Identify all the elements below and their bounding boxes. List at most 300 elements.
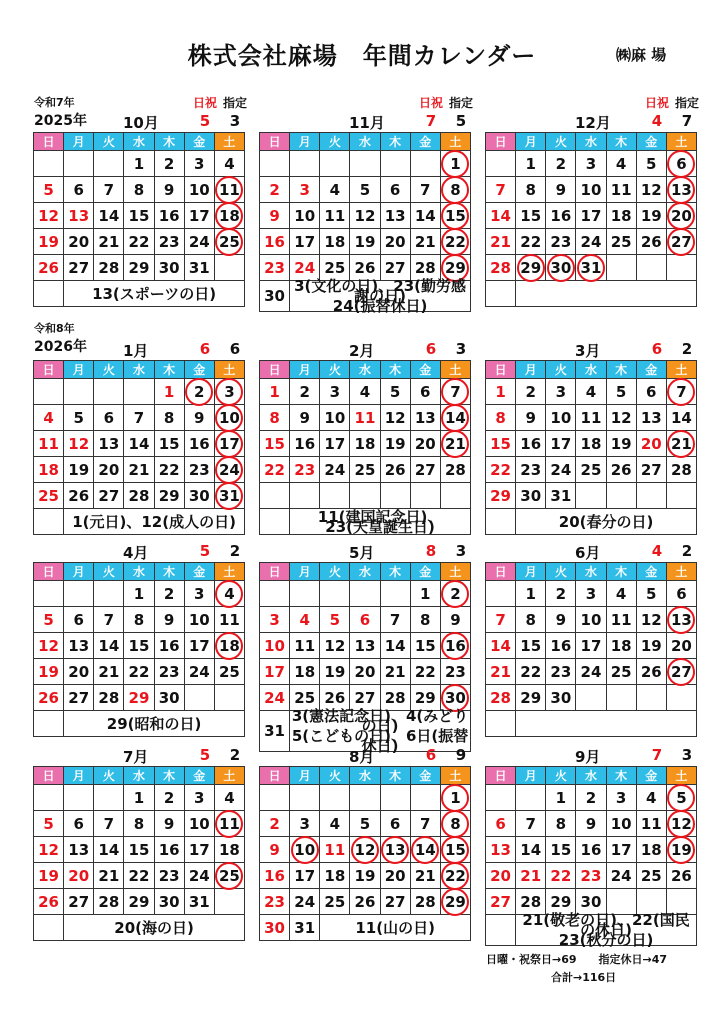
day-cell: 21: [516, 863, 546, 889]
day-cell: 16: [260, 863, 290, 889]
empty-cell: [34, 711, 64, 737]
day-cell: 23: [154, 659, 184, 685]
day-cell: 10: [546, 405, 576, 431]
day-cell: 20: [64, 863, 94, 889]
month-block: [485, 746, 697, 949]
month-table: [33, 360, 245, 535]
legend-designated-label: 指定: [674, 96, 699, 110]
weekday-header: 日: [260, 133, 290, 151]
day-cell: 10: [290, 837, 320, 863]
day-cell: 8: [124, 607, 154, 633]
weekday-header: 水: [124, 133, 154, 151]
day-cell: 13: [636, 405, 666, 431]
day-cell: 7: [380, 607, 410, 633]
day-cell: 8: [124, 811, 154, 837]
weekday-header: 土: [440, 361, 470, 379]
legend-designated-label: 指定: [448, 96, 473, 110]
day-cell: 3: [576, 151, 606, 177]
empty-cell: [94, 151, 124, 177]
designated-count: 5: [455, 112, 467, 130]
weekday-header: 日: [34, 361, 64, 379]
holiday-note: 13(スポーツの日): [64, 281, 245, 307]
day-cell: 26: [320, 685, 350, 711]
weekday-header: 木: [154, 133, 184, 151]
day-cell: 1: [124, 581, 154, 607]
day-cell: 1: [124, 151, 154, 177]
day-cell: 7: [666, 379, 696, 405]
day-cell: 29: [124, 889, 154, 915]
month-block: [485, 542, 697, 737]
day-cell: 23: [546, 659, 576, 685]
day-cell: 14: [124, 431, 154, 457]
year-label-1: 2025年: [34, 113, 87, 129]
day-cell: 30: [260, 915, 290, 941]
day-cell: 17: [546, 431, 576, 457]
day-cell: 3: [320, 379, 350, 405]
day-cell: 28: [666, 457, 696, 483]
holiday-count: 8: [425, 542, 437, 560]
weekday-header: 土: [214, 361, 244, 379]
month-table: [485, 562, 697, 737]
summary-line-2: 合計→116日: [551, 971, 617, 984]
day-cell: 24: [184, 863, 214, 889]
holiday-note: 29(昭和の日): [64, 711, 245, 737]
weekday-header: 木: [154, 767, 184, 785]
day-cell: 23: [154, 863, 184, 889]
day-cell: 18: [576, 431, 606, 457]
day-cell: 15: [440, 203, 470, 229]
day-cell: 17: [184, 203, 214, 229]
day-cell: 2: [516, 379, 546, 405]
month-header: [485, 96, 699, 132]
day-cell: 24: [576, 659, 606, 685]
day-cell: 11: [320, 203, 350, 229]
day-cell: 1: [546, 785, 576, 811]
empty-cell: [320, 483, 350, 509]
weekday-header: 金: [184, 133, 214, 151]
holiday-note: [516, 281, 697, 307]
holiday-note: 11(建国記念日)、 23(天皇誕生日): [290, 509, 471, 535]
day-cell: 22: [516, 659, 546, 685]
day-cell: 7: [94, 607, 124, 633]
day-cell: 24: [606, 863, 636, 889]
day-cell: 24: [290, 889, 320, 915]
month-name: 2月: [349, 342, 375, 360]
day-cell: 9: [260, 837, 290, 863]
day-cell: 17: [576, 203, 606, 229]
day-cell: 4: [576, 379, 606, 405]
day-cell: 14: [410, 837, 440, 863]
day-cell: 21: [380, 659, 410, 685]
weekday-header: 金: [184, 361, 214, 379]
day-cell: 30: [440, 685, 470, 711]
weekday-header: 火: [320, 563, 350, 581]
day-cell: 28: [410, 255, 440, 281]
weekday-header: 木: [606, 563, 636, 581]
month-name: 6月: [575, 544, 601, 562]
day-cell: 1: [440, 785, 470, 811]
empty-cell: [486, 281, 516, 307]
weekday-header: 月: [64, 563, 94, 581]
day-cell: 6: [410, 379, 440, 405]
day-cell: 7: [486, 607, 516, 633]
holiday-count: 7: [651, 746, 663, 764]
summary-line-1: 日曜・祝祭日→69 指定休日→47: [486, 953, 668, 966]
empty-cell: [410, 483, 440, 509]
weekday-header: 土: [440, 563, 470, 581]
month-table: [259, 360, 471, 535]
day-cell: 20: [64, 659, 94, 685]
day-cell: 21: [410, 863, 440, 889]
day-cell: 26: [350, 889, 380, 915]
day-cell: 5: [34, 177, 64, 203]
day-cell: 27: [380, 889, 410, 915]
day-cell: 13: [380, 837, 410, 863]
day-cell: 25: [606, 229, 636, 255]
weekday-header: 日: [34, 767, 64, 785]
weekday-header: 月: [64, 767, 94, 785]
day-cell: 2: [154, 151, 184, 177]
empty-cell: [34, 151, 64, 177]
empty-cell: [486, 711, 516, 737]
designated-count: 3: [681, 746, 693, 764]
weekday-header: 土: [214, 767, 244, 785]
weekday-header: 金: [636, 133, 666, 151]
weekday-header: 水: [576, 133, 606, 151]
day-cell: 5: [636, 151, 666, 177]
day-cell: 24: [576, 229, 606, 255]
month-header: [259, 746, 471, 766]
month-name: 8月: [349, 748, 375, 766]
day-cell: 24: [184, 229, 214, 255]
empty-cell: [260, 151, 290, 177]
day-cell: 26: [64, 483, 94, 509]
day-cell: 22: [546, 863, 576, 889]
day-cell: 28: [410, 889, 440, 915]
day-cell: 31: [576, 255, 606, 281]
empty-cell: [34, 281, 64, 307]
weekday-header: 日: [486, 563, 516, 581]
day-cell: 12: [636, 607, 666, 633]
day-cell: 1: [516, 581, 546, 607]
day-cell: 30: [546, 255, 576, 281]
day-cell: 31: [546, 483, 576, 509]
day-cell: 21: [486, 229, 516, 255]
day-cell: 22: [410, 659, 440, 685]
month-block: [259, 542, 471, 755]
day-cell: 7: [440, 379, 470, 405]
day-cell: 9: [154, 607, 184, 633]
day-cell: 11: [606, 177, 636, 203]
weekday-header: 日: [260, 361, 290, 379]
day-cell: 20: [666, 633, 696, 659]
holiday-count: 6: [199, 340, 211, 358]
holiday-note: 11(山の日): [320, 915, 471, 941]
empty-cell: [64, 785, 94, 811]
day-cell: 19: [606, 431, 636, 457]
empty-cell: [184, 685, 214, 711]
day-cell: 17: [214, 431, 244, 457]
day-cell: 4: [320, 811, 350, 837]
empty-cell: [440, 483, 470, 509]
designated-count: 7: [681, 112, 693, 130]
day-cell: 22: [516, 229, 546, 255]
day-cell: 27: [666, 659, 696, 685]
day-cell: 21: [94, 863, 124, 889]
holiday-count: 6: [425, 746, 437, 764]
weekday-header: 金: [410, 361, 440, 379]
day-cell: 10: [184, 607, 214, 633]
day-cell: 3: [214, 379, 244, 405]
day-cell: 15: [440, 837, 470, 863]
day-cell: 13: [64, 837, 94, 863]
day-cell: 26: [380, 457, 410, 483]
day-cell: 16: [154, 633, 184, 659]
company-name: ㈱麻 場: [616, 46, 667, 64]
day-cell: 11: [214, 177, 244, 203]
empty-cell: [380, 785, 410, 811]
weekday-header: 日: [486, 133, 516, 151]
day-cell: 12: [34, 837, 64, 863]
empty-cell: [290, 785, 320, 811]
day-cell: 28: [486, 255, 516, 281]
weekday-header: 火: [94, 361, 124, 379]
day-cell: 28: [124, 483, 154, 509]
day-cell: 12: [636, 177, 666, 203]
day-cell: 31: [184, 255, 214, 281]
day-cell: 3: [290, 177, 320, 203]
day-cell: 9: [184, 405, 214, 431]
day-cell: 3: [184, 581, 214, 607]
day-cell: 20: [410, 431, 440, 457]
day-cell: 17: [184, 837, 214, 863]
weekday-header: 水: [350, 767, 380, 785]
empty-cell: [64, 581, 94, 607]
day-cell: 1: [440, 151, 470, 177]
empty-cell: [320, 151, 350, 177]
weekday-header: 火: [546, 563, 576, 581]
day-cell: 18: [606, 203, 636, 229]
empty-cell: [64, 151, 94, 177]
weekday-header: 土: [666, 361, 696, 379]
day-cell: 15: [516, 633, 546, 659]
day-cell: 27: [350, 685, 380, 711]
weekday-header: 木: [606, 767, 636, 785]
day-cell: 26: [606, 457, 636, 483]
empty-cell: [214, 255, 244, 281]
day-cell: 26: [34, 889, 64, 915]
day-cell: 2: [154, 785, 184, 811]
empty-cell: [350, 785, 380, 811]
day-cell: 23: [260, 889, 290, 915]
day-cell: 15: [516, 203, 546, 229]
day-cell: 21: [666, 431, 696, 457]
day-cell: 5: [34, 607, 64, 633]
day-cell: 1: [516, 151, 546, 177]
day-cell: 11: [636, 811, 666, 837]
day-cell: 10: [184, 177, 214, 203]
day-cell: 12: [350, 837, 380, 863]
empty-cell: [666, 685, 696, 711]
weekday-header: 月: [290, 133, 320, 151]
holiday-count: 5: [199, 746, 211, 764]
holiday-count: 5: [199, 112, 211, 130]
day-cell: 7: [516, 811, 546, 837]
weekday-header: 水: [576, 767, 606, 785]
weekday-header: 木: [380, 767, 410, 785]
day-cell: 13: [380, 203, 410, 229]
designated-count: 2: [681, 340, 693, 358]
day-cell: 24: [546, 457, 576, 483]
day-cell: 27: [666, 229, 696, 255]
day-cell: 22: [440, 229, 470, 255]
month-name: 10月: [123, 114, 159, 132]
day-cell: 21: [94, 659, 124, 685]
weekday-header: 火: [320, 133, 350, 151]
empty-cell: [350, 151, 380, 177]
day-cell: 10: [184, 811, 214, 837]
day-cell: 9: [546, 607, 576, 633]
day-cell: 10: [320, 405, 350, 431]
weekday-header: 火: [94, 563, 124, 581]
holiday-count: 7: [425, 112, 437, 130]
empty-cell: [94, 581, 124, 607]
designated-count: 2: [229, 746, 241, 764]
day-cell: 21: [94, 229, 124, 255]
weekday-header: 月: [64, 361, 94, 379]
day-cell: 30: [576, 889, 606, 915]
month-name: 1月: [123, 342, 149, 360]
era-label-2: 令和8年: [34, 322, 75, 335]
day-cell: 24: [184, 659, 214, 685]
day-cell: 30: [516, 483, 546, 509]
day-cell: 13: [350, 633, 380, 659]
day-cell: 9: [260, 203, 290, 229]
day-cell: 31: [260, 711, 290, 752]
day-cell: 23: [154, 229, 184, 255]
weekday-header: 火: [546, 133, 576, 151]
day-cell: 20: [350, 659, 380, 685]
day-cell: 27: [64, 685, 94, 711]
weekday-header: 月: [64, 133, 94, 151]
weekday-header: 火: [546, 767, 576, 785]
month-header: [259, 96, 473, 132]
empty-cell: [290, 151, 320, 177]
day-cell: 2: [546, 151, 576, 177]
day-cell: 6: [350, 607, 380, 633]
day-cell: 28: [94, 685, 124, 711]
holiday-count: 6: [651, 340, 663, 358]
month-table: [33, 562, 245, 737]
day-cell: 22: [124, 659, 154, 685]
month-block: [259, 340, 471, 535]
month-header: [33, 340, 245, 360]
day-cell: 5: [606, 379, 636, 405]
day-cell: 9: [576, 811, 606, 837]
day-cell: 29: [440, 889, 470, 915]
day-cell: 14: [666, 405, 696, 431]
day-cell: 8: [546, 811, 576, 837]
day-cell: 11: [606, 607, 636, 633]
weekday-header: 火: [546, 361, 576, 379]
day-cell: 6: [666, 581, 696, 607]
day-cell: 16: [290, 431, 320, 457]
day-cell: 15: [260, 431, 290, 457]
day-cell: 18: [636, 837, 666, 863]
day-cell: 7: [94, 811, 124, 837]
day-cell: 18: [290, 659, 320, 685]
weekday-header: 木: [154, 563, 184, 581]
day-cell: 18: [320, 863, 350, 889]
legend-holiday-label: 日祝: [418, 96, 443, 110]
day-cell: 16: [516, 431, 546, 457]
page-title: 株式会社麻場 年間カレンダー: [187, 42, 537, 70]
weekday-header: 水: [124, 563, 154, 581]
weekday-header: 土: [666, 767, 696, 785]
day-cell: 5: [350, 177, 380, 203]
day-cell: 14: [486, 633, 516, 659]
day-cell: 4: [214, 785, 244, 811]
day-cell: 14: [516, 837, 546, 863]
day-cell: 15: [124, 837, 154, 863]
empty-cell: [260, 509, 290, 535]
empty-cell: [636, 255, 666, 281]
day-cell: 27: [94, 483, 124, 509]
empty-cell: [576, 483, 606, 509]
weekday-header: 金: [410, 563, 440, 581]
designated-count: 6: [229, 340, 241, 358]
designated-count: 3: [455, 542, 467, 560]
day-cell: 4: [320, 177, 350, 203]
month-header: [259, 340, 471, 360]
day-cell: 26: [350, 255, 380, 281]
holiday-note: 3(憲法記念日)、4(みどりの日) 5(こどもの日)、6日(振替休日): [290, 711, 471, 752]
day-cell: 17: [290, 229, 320, 255]
day-cell: 19: [64, 457, 94, 483]
empty-cell: [290, 581, 320, 607]
day-cell: 27: [410, 457, 440, 483]
day-cell: 12: [350, 203, 380, 229]
empty-cell: [260, 581, 290, 607]
empty-cell: [606, 255, 636, 281]
day-cell: 29: [516, 685, 546, 711]
day-cell: 28: [94, 255, 124, 281]
day-cell: 5: [636, 581, 666, 607]
weekday-header: 金: [410, 133, 440, 151]
holiday-note: 3(文化の日)、23(勤労感謝の日) 24(振替休日): [290, 281, 471, 312]
day-cell: 9: [154, 177, 184, 203]
weekday-header: 日: [34, 563, 64, 581]
weekday-header: 木: [154, 361, 184, 379]
day-cell: 25: [34, 483, 64, 509]
day-cell: 12: [606, 405, 636, 431]
month-table: [33, 766, 245, 941]
day-cell: 4: [290, 607, 320, 633]
weekday-header: 金: [410, 767, 440, 785]
designated-count: 3: [455, 340, 467, 358]
month-block: [33, 542, 245, 737]
day-cell: 20: [64, 229, 94, 255]
day-cell: 29: [124, 255, 154, 281]
holiday-count: 4: [651, 542, 663, 560]
empty-cell: [34, 785, 64, 811]
empty-cell: [290, 483, 320, 509]
day-cell: 30: [154, 685, 184, 711]
day-cell: 24: [290, 255, 320, 281]
empty-cell: [34, 581, 64, 607]
month-header: [485, 746, 697, 766]
designated-count: 3: [229, 112, 241, 130]
